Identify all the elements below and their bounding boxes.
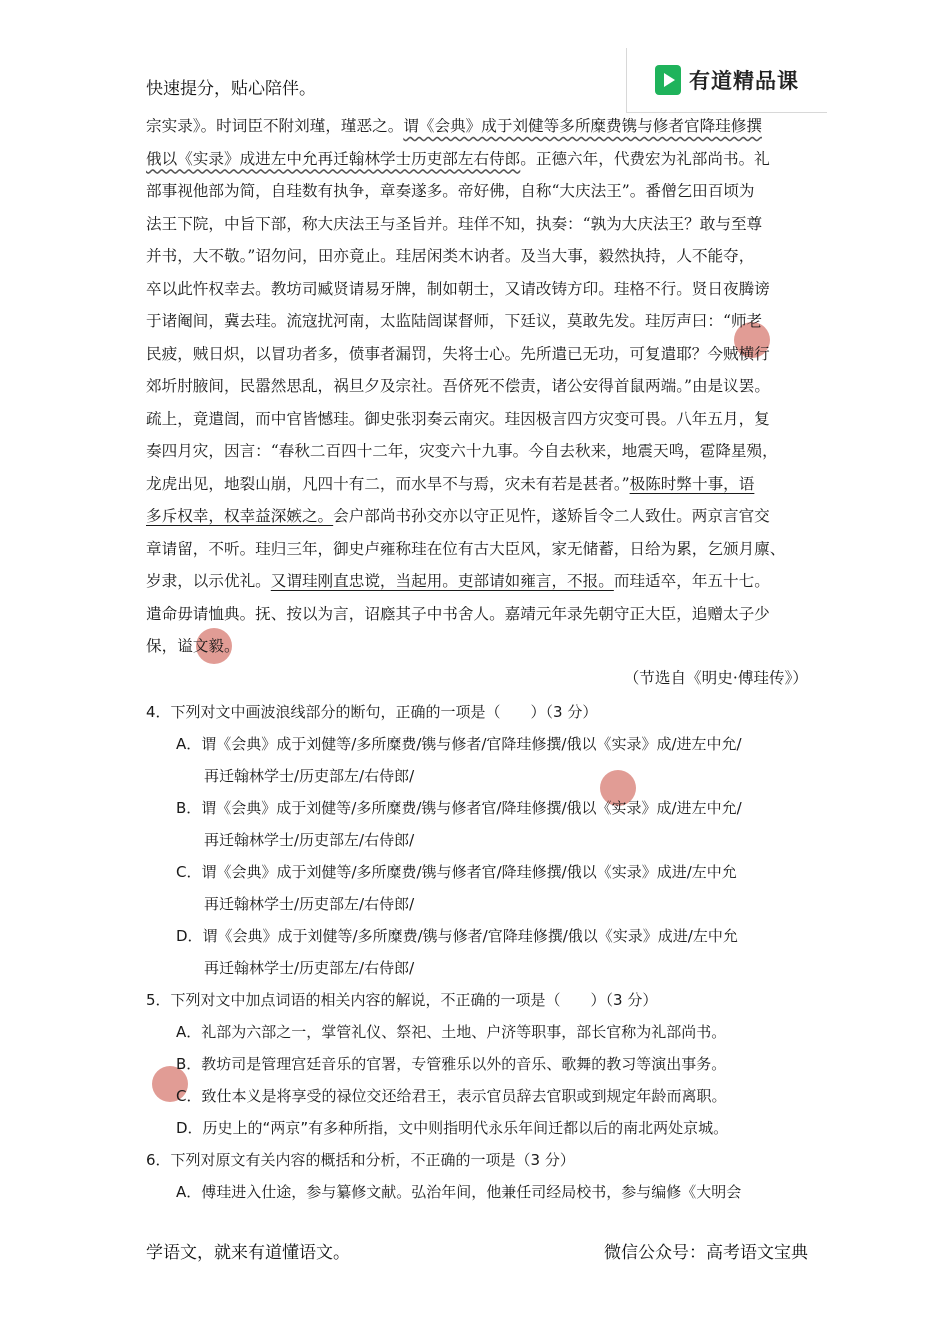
question-5-option-d: D．历史上的“两京”有多种所指，文中则指明代永乐年间迁都以后的南北两处京城。 [176, 1119, 729, 1137]
passage-line: 岁隶，以示优礼。又谓珪刚直忠谠，当起用。吏部请如雍言，不报。而珪适卒，年五十七。 [146, 572, 770, 590]
passage-line: 民疲，贼日炽，以冒功者多，偾事者漏罚，失将士心。先所遣已无功，可复遣耶？今贼横行 [146, 344, 770, 363]
passage-line: 多斥权幸，权幸益深嫉之。会户部尚书孙交亦以守正见忤，遂矫旨令二人致仕。两京言官交 [146, 507, 770, 525]
question-5-option-c: C．致仕本义是将享受的禄位交还给君王，表示官员辞去官职或到规定年龄而离职。 [176, 1087, 727, 1105]
question-4-option-d: D．谓《会典》成于刘健等/多所糜费/镌与修者/官降珪修撰/俄以《实录》成进/左中允 再迁翰林学士/历吏部左/右侍郎/ [176, 927, 738, 977]
footer-right-text: 微信公众号：高考语文宝典 [604, 1243, 808, 1263]
passage-line: 部事视他部为简，自珪数有执争，章奏遂多。帝好佛，自称“大庆法王”。番僧乞田百顷为 [146, 182, 755, 200]
passage-line: 并书，大不敬。”诏勿问，田亦竟止。珪居闲类木讷者。及当大事，毅然执持，人不能夺， [146, 247, 755, 265]
header-slogan: 快速提分，贴心陪伴。 [146, 79, 316, 99]
passage-line: 遣命毋请恤典。抚、按以为言，诏廕其子中书舍人。嘉靖元年录先朝守正大臣，追赠太子少 [146, 604, 770, 623]
question-5-option-b: B．教坊司是管理宫廷音乐的官署，专管雅乐以外的音乐、歌舞的教习等演出事务。 [176, 1055, 727, 1073]
passage [146, 110, 808, 663]
passage-line: 于诸阉间，冀去珪。流寇扰河南，太监陆訚谋督师，下廷议，莫敢先发。珪厉声曰：“师老 [146, 312, 763, 330]
question-6-option-a: A．傅珪进入仕途，参与纂修文献。弘治年间，他兼任司经局校书，参与编修《大明会 [176, 1183, 742, 1201]
passage-line: 俄以《实录》成进左中允再迁翰林学士历吏部左右侍郎。正德六年，代费宏为礼部尚书。礼 [146, 149, 770, 168]
passage-line: 郊圻肘腋间，民嚣然思乱，祸旦夕及宗社。吾侪死不偿责，诸公安得首鼠两端。”由是议罢。 [146, 377, 770, 395]
footer-left-text: 学语文，就来有道懂语文。 [146, 1243, 350, 1263]
passage-line: 奏四月灾，因言：“春秋二百四十二年，灾变六十九事。今自去秋来，地震天鸣，雹降星殒， [146, 442, 778, 460]
logo-text: 有道精品课 [689, 69, 799, 93]
passage-line: 宗实录》。时词臣不附刘瑾，瑾恶之。谓《会典》成于刘健等多所糜费镌与修者官降珪修撰 [146, 117, 762, 135]
passage-line: 法王下院，中旨下部，称大庆法王与圣旨并。珪佯不知，执奏：“孰为大庆法王？敢与至尊 [146, 214, 763, 233]
passage-line: 卒以此忤权幸去。教坊司臧贤请易牙牌，制如朝士，又请改铸方印。珪格不行。贤日夜腾谤 [146, 279, 770, 298]
passage-line: 保，谥文毅。 [146, 637, 240, 655]
passage-source: （节选自《明史·傅珪传》） [623, 669, 808, 687]
passage-line: 章请留，不听。珪归三年，御史卢雍称珪在位有古大臣风，家无储蓄，日给为累，乞颁月廪、 [146, 539, 786, 558]
passage-line: 龙虎出见，地裂山崩，凡四十有二，而水旱不与焉，灾未有若是甚者。”极陈时弊十事，语 [146, 474, 755, 493]
question-5-option-a: A．礼部为六部之一，掌管礼仪、祭祀、土地、户济等职事，部长官称为礼部尚书。 [176, 1023, 727, 1041]
question-4-stem: 4．下列对文中画波浪线部分的断句，正确的一项是（ ）（3 分） [146, 703, 598, 721]
question-list [146, 696, 814, 1208]
question-5-stem: 5．下列对文中加点词语的相关内容的解说，不正确的一项是（ ）（3 分） [146, 991, 658, 1009]
question-4-option-a: A．谓《会典》成于刘健等/多所糜费/镌与修者/官降珪修撰/俄以《实录》成/进左中允/ 再迁翰林学士/历吏部左/右侍郎/ [176, 735, 742, 785]
brand-logo [626, 48, 827, 113]
question-4-option-b: B．谓《会典》成于刘健等/多所糜费/镌与修者官/降珪修撰/俄以《实录》成/进左中允/ 再迁翰林学士/历吏部左/右侍郎/ [176, 799, 742, 849]
play-icon [655, 65, 681, 95]
question-6-stem: 6．下列对原文有关内容的概括和分析，不正确的一项是（3 分） [146, 1151, 575, 1169]
question-4-option-c: C．谓《会典》成于刘健等/多所糜费/镌与修者官/降珪修撰/俄以《实录》成进/左中允 再迁翰林学士/历吏部左/右侍郎/ [176, 863, 737, 913]
passage-line: 疏上，竟遣訚，而中官皆憾珪。御史张羽奏云南灾。珪因极言四方灾变可畏。八年五月，复 [146, 409, 770, 428]
